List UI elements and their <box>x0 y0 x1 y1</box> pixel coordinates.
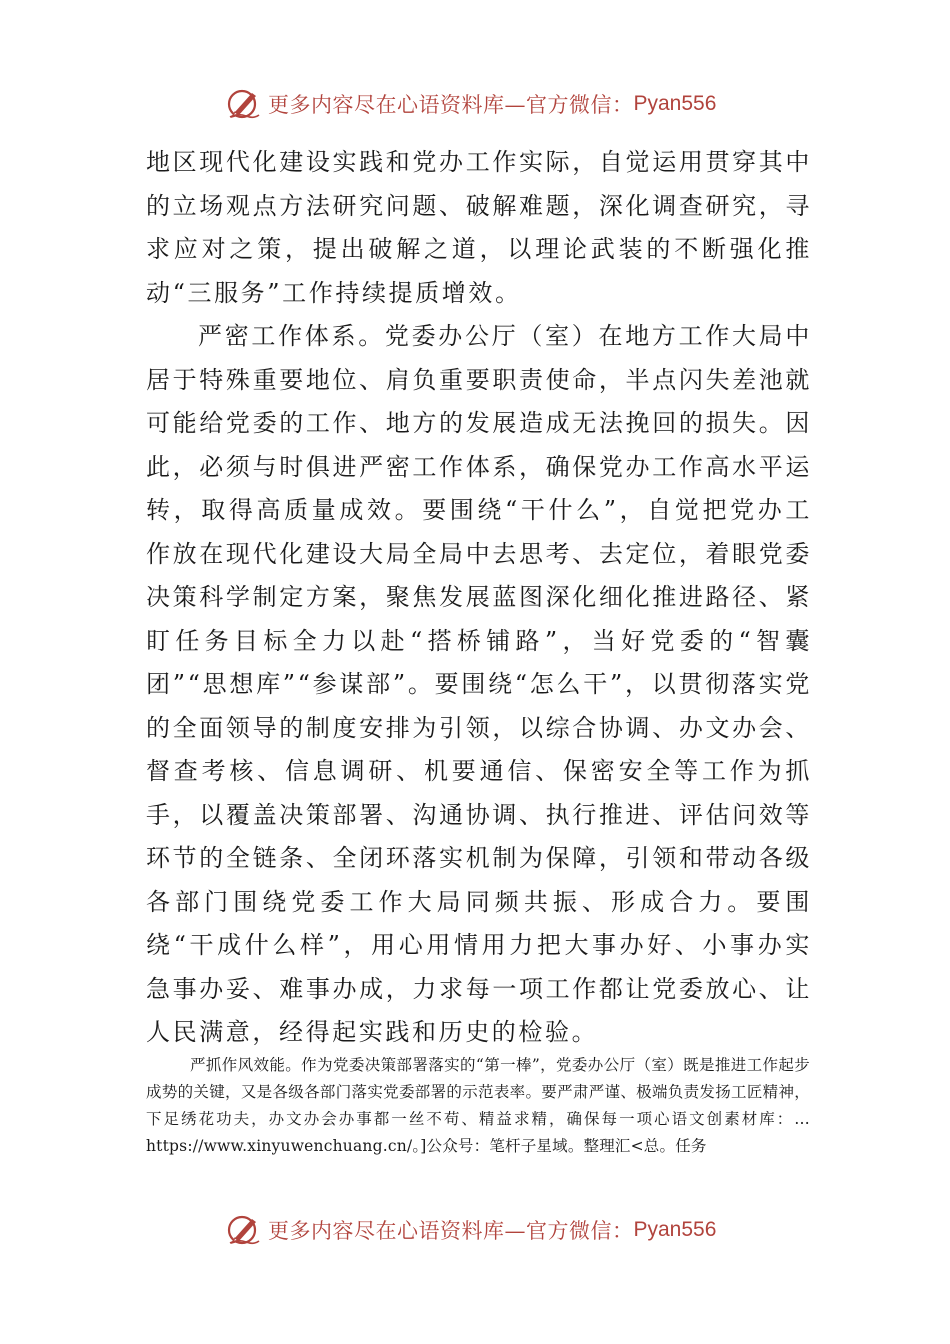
header-wechat-id: Pyan556 <box>633 92 717 115</box>
pen-logo-icon <box>226 1212 262 1248</box>
article-body <box>146 141 812 1055</box>
pen-logo-icon <box>226 86 262 122</box>
footer-wechat-id: Pyan556 <box>633 1218 717 1241</box>
footer-banner-text: 更多内容尽在心语资料库—官方微信： <box>268 1219 634 1243</box>
footer-banner <box>226 1210 746 1250</box>
header-banner-text: 更多内容尽在心语资料库—官方微信： <box>268 93 634 117</box>
paragraph-continuation: 地区现代化建设实践和党办工作实际，自觉运用贯穿其中的立场观点方法研究问题、破解难题，深化调查研究，寻求应对之策，提出破解之道，以理论武装的不断强化推动“三服务”工作持续提质增效。 <box>146 148 812 307</box>
paragraph-work-system: 严密工作体系。党委办公厅（室）在地方工作大局中居于特殊重要地位、肩负重要职责使命，半点闪失差池就可能给党委的工作、地方的发展造成无法挽回的损失。因此，必须与时俱进严密工作体系，确保党办工作高水平运转，取得高质量成效。要围绕“干什么”，自觉把党办工作放在现代化建设大局全局中去思考、去定位，着眼党委决策科学制定方案，聚焦发展蓝图深化细化推进路径、紧盯任务目标全力以赴“搭桥铺路”，当好党委的“智囊团”“思想库”“参谋部”。要围绕“怎么干”，以贯彻落实党的全面领导的制度安排为引领，以综合协调、办文办会、督查考核、信息调研、机要通信、保密安全等工作为抓手，以覆盖决策部署、沟通协调、执行推进、评估问效等环节的全链条、全闭环落实机制为保障，引领和带动各级各部门围绕党委工作大局同频共振、形成合力。要围绕“干成什么样”，用心用情用力把大事办好、小事办实急事办妥、难事办成，力求每一项工作都让党委放心、让人民满意，经得起实践和历史的检验。 <box>146 322 812 1046</box>
header-banner <box>226 84 746 124</box>
paragraph-work-style: 严抓作风效能。作为党委决策部署落实的“第一棒”，党委办公厅（室）既是推进工作起步成势的关键，又是各级各部门落实党委部署的示范表率。要严肃严谨、极端负责发扬工匠精神，下足绣花功夫，办文办会办事都一丝不苟、精益求精，确保每一项心语文创素材库：…https://www.xinyuwenchuang.cn/。]公众号：笔杆子星域。整理汇<总。任务 <box>146 1056 810 1155</box>
small-paragraph-block <box>146 1052 810 1160</box>
